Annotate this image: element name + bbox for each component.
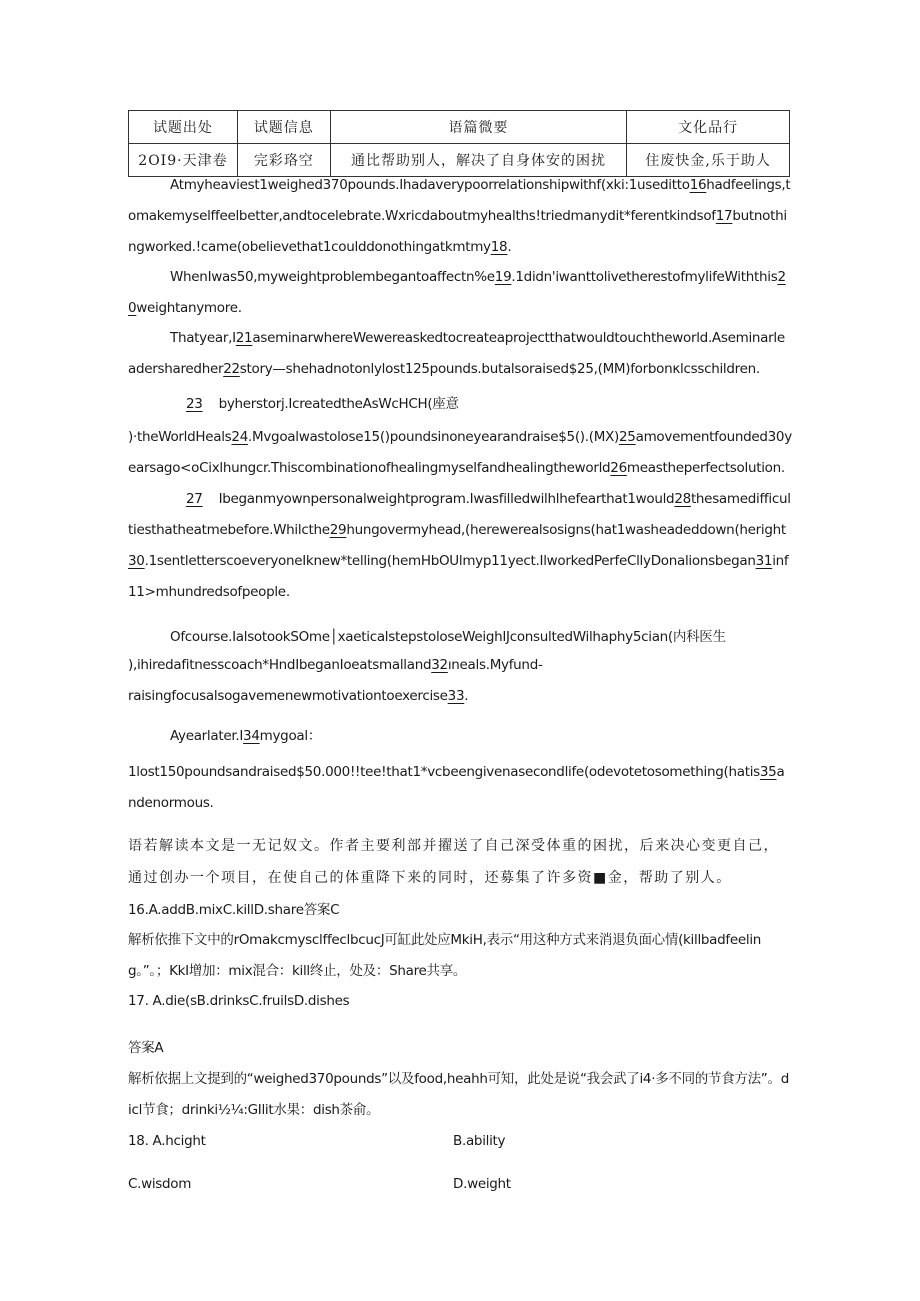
passage-line-10: Ayearlater.I34mygoal： [170,728,322,744]
blank-17: 17 [715,208,733,224]
info-table [128,110,790,177]
passage-paragraph-5: 27 Ibeganmyownpersonalweightprogram.Iwasfilledwilhlhefearthat1would28thesamedifficultiesthatheatmebefore.Whilcthe29hungovermyhead,(herewerealsosigns(hat1washeadeddown(heright30.1sentletterscoeveryoneIknew*telling(hemHbOUlmyp11yect.IlworkedPerfeCllyDonalionsbegan31inf11>mhundredsofpeople. [128,491,791,600]
passage-paragraph-1: Atmyheaviest1weighed370pounds.Ihadaverypoorrelationshipwithf(xki:1useditto16hadfeelings,tomakemyselffeelbetter,andtocelebrate.Wxricdaboutmyhealths!triedmanydit*ferentkindsof17butnothingworked.!came(obelievethat1coulddonothingatkmtmy18. [128,177,791,255]
blank-28: 28 [674,491,691,507]
cell-info: 完彩珞空 [237,144,330,177]
blank-24: 24 [231,429,249,445]
blank-33: 33 [447,688,465,704]
question-17-explanation: 解析依据上文提到的“weighed370pounds”以及food,heahh可知，此处是说“我会武了i4·多不同的节食方法”。dicl节食；drinki½¼:GIlit水果：dish茶俞。 [128,1071,789,1118]
blank-21: 21 [235,330,253,346]
header-info: 试题信息 [237,111,330,144]
passage-paragraph-11: 1lost150poundsandraised$50.000!!tee!that1*vcbeengivenasecondlife(odevotetosomething(hatis35andenormous. [128,764,785,811]
passage-paragraph-3: Thatyear,I21aseminarwhereWewereaskedtocreateaprojectthatwouldtouchtheworld.Aseminarleadersharedher22story—shehadnotonlylost125pounds.butalsoraised$25,(MM)forbonκlcsschildren. [128,330,785,377]
blank-31: 31 [755,553,773,569]
blank-19: 19 [494,269,512,285]
question-17-answer: 答案A [128,1040,164,1056]
blank-22: 22 [223,361,240,377]
passage-line-9: raisingfocusalsogavemenewmotivationtoexercise33. [128,688,469,704]
header-source: 试题出处 [129,111,238,144]
question-18-option-b: B.ability [453,1133,506,1149]
blank-34: 34 [243,728,260,744]
blank-20: 20 [128,269,786,316]
analysis-intro: 语若解读本文是一无记奴文。作者主要利部并擢送了自己深受体重的困扰，后来决心变更自己，通过创办一个项目，在使自己的体重降下来的同时，还募集了许多资■金，帮助了别人。 [128,838,779,886]
passage-line-23: 23 byherstorj.IcreatedtheAsWcHCH(座意 [186,396,459,412]
question-16-explanation: 解析依推下文中的rOmakcmysclffeclbcucJ可缸此处应MkiH,表示“用这种方式来消退负面心情(killbadfeeling。”。；KkI增加：mix混合：kill终止，处及：Share共享。 [128,932,762,979]
question-16: 16.A.addB.mixC.killD.share答案C [128,902,340,918]
blank-35: 35 [759,764,777,780]
table-header-row [129,111,790,144]
question-18-option-c: C.wisdom [128,1176,192,1192]
cell-summary: 通比帮助别人，解决了自身体安的困扰 [330,144,626,177]
header-culture: 文化品行 [627,111,790,144]
question-17: 17. A.die(sB.drinksC.fruilsD.dishes [128,993,350,1009]
cell-culture: 住废快金,乐于助人 [627,144,790,177]
cell-source: 2OI9·天津卷 [129,144,238,177]
blank-25: 25 [619,429,636,445]
blank-18: 18 [490,239,508,255]
passage-line-7: Ofcourse.IalsotookSOme│xaeticalstepstoloseWeighIJconsultedWilhaphy5cian(内科医生 [170,629,726,645]
passage-line-8: ),ihiredafitnesscoach*HndIbeganIoeatsmalland32ıneals.Myfund- [128,657,543,673]
question-18-option-d: D.weight [453,1176,511,1192]
blank-26: 26 [610,460,627,476]
blank-23: 23 [186,396,203,412]
header-summary: 语篇微要 [330,111,626,144]
blank-32: 32 [431,657,448,673]
blank-30: 30 [128,553,145,569]
question-18-option-a: 18. A.hcight [128,1133,206,1149]
blank-27: 27 [186,491,203,507]
passage-paragraph-4: )·theWorldHeals24.Mvgoalwastolose15()poundsinoneyearandraise$5().(MX)25amovementfounded30yearsago<oCixlhungcr.Thiscombinationofhealingmyselfandhealingtheworld26meastheperfectsolution. [128,429,792,476]
blank-29: 29 [329,522,347,538]
passage-paragraph-2: WhenIwas50,myweightproblembegantoaffectn%e19.1didn'iwanttolivetherestofmylifeWiththis20weightanymore. [128,269,786,316]
blank-16: 16 [689,177,707,193]
